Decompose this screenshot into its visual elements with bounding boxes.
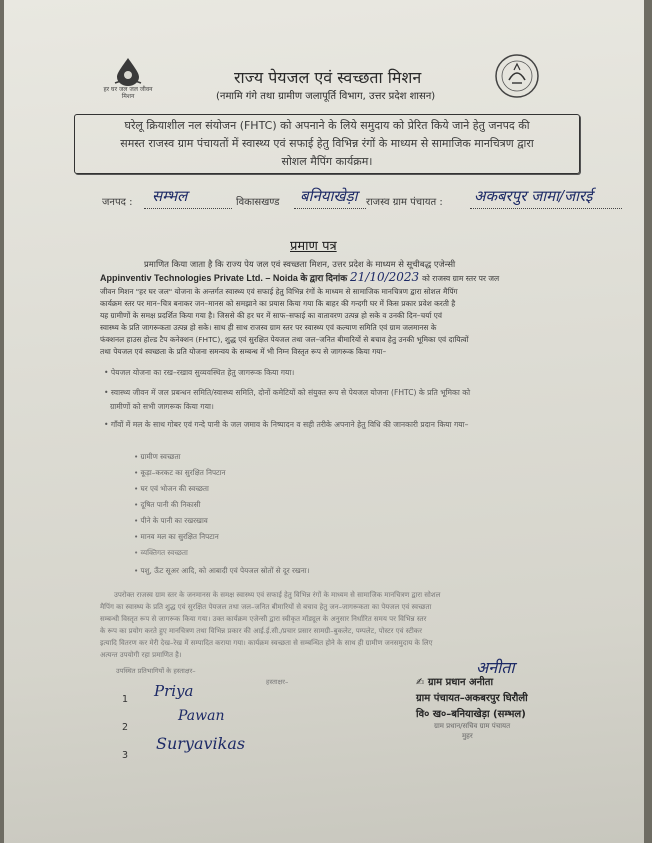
logo-caption: हर घर जल जल जीवन मिशन — [103, 86, 153, 100]
participant-signature-2: Pawan — [178, 708, 225, 724]
sign-number-3: 3 — [122, 750, 129, 761]
programme-banner — [74, 114, 580, 174]
block-label: विकासखण्ड — [236, 197, 280, 208]
pradhan-name: ✍ ग्राम प्रधान अनीता — [416, 677, 494, 688]
para-line-6: स्वास्थ्य के प्रति जागरूकता उत्पन्न हो सके। साथ ही साथ राजस्व ग्राम स्तर पर स्वास्थ्य एवं कल्याण समिति एवं ग्राम जलमानस के — [100, 323, 437, 332]
state-emblem-icon — [492, 52, 542, 100]
bullet-item-continued: ग्रामीणों को सभी जागरूक किया गया। — [110, 402, 214, 411]
header-title: राज्य पेयजल एवं स्वच्छता मिशन — [234, 68, 422, 87]
banner-line-3: सोशल मैपिंग कार्यक्रम। — [281, 155, 373, 168]
water-drop-logo-icon — [111, 56, 145, 86]
para-line-5: यह ग्रामीणों के समक्ष प्रदर्शित किया गया है। जिससे की हर घर में साफ–सफाई का वातावरण उत्पन्न हो सके व उनकी दिन–चर्या एवं — [100, 311, 442, 320]
sub-item: • मानव मल का सुरक्षित निपटान — [134, 532, 219, 541]
gram-panchayat-stamp: ग्राम पंचायत–अकबरपुर घिरौली — [416, 693, 528, 704]
closing-line-6: अत्यन्त उपयोगी रहा प्रमाणित है। — [100, 651, 182, 659]
block-underline — [294, 208, 366, 209]
para-line-2-tail: को राजस्व ग्राम स्तर पर जल — [422, 274, 500, 283]
bullet-item: • पेयजल योजना का रख–रखाव सुव्यवस्थित हेतु जागरूक किया गया। — [104, 368, 295, 377]
seal-label: मुहर — [462, 732, 473, 740]
closing-line-5: इत्यादि वितरण कर मेरी देख–रेख में सम्पादित कराया गया। कार्यक्रम स्वच्छता से सम्बन्धित होने के साथ ही ग्रामीण जनसमुदाय के लिए — [100, 639, 433, 647]
up-emblem — [492, 52, 542, 104]
participant-signature-3: Suryavikas — [156, 734, 246, 753]
bullet-item: • गाँवों में मल के साथ गोबर एवं गन्दे पानी के जल जमाव के निष्पादन व सही तरीके अपनाने हेतु विधि की जानकारी प्रदान किया गया– — [104, 420, 469, 429]
sub-item: • पीने के पानी का रखरखाव — [134, 516, 208, 525]
closing-line-1: उपरोक्त राजस्व ग्राम स्तर के जनमानस के समक्ष स्वास्थ्य एवं सफाई हेतु विभिन्न रंगों के माध्यम से सामाजिक मानचित्रण द्वारा सोशल — [114, 591, 441, 599]
para-line-8: तथा पेयजल एवं स्वच्छता के प्रति योजना समन्वय के सम्बन्ध में भी निम्न विस्तृत रूप से जागरूक किया गया– — [100, 347, 387, 356]
programme-date: 21/10/2023 — [350, 270, 420, 284]
district-label: जनपद : — [102, 197, 133, 208]
certificate-title: प्रमाण पत्र — [290, 239, 337, 254]
para-line-2 — [100, 271, 584, 285]
sub-item: • पशु, ऊँट सूअर आदि, को आबादी एवं पेयजल स्रोतों से दूर रखना। — [134, 566, 310, 575]
har-ghar-jal-logo — [100, 56, 156, 100]
para-line-7: फंक्शनल हाउस होल्ड टैप कनेक्शन (FHTC), शुद्ध एवं सुरक्षित पेयजल तथा जल–जनित बीमारियों से बचाव हेतु उनकी भूमिका एवं दायित्वों — [100, 335, 469, 344]
bullet-item: • स्वास्थ्य जीवन में जल प्रबन्धन समिति/स्वास्थ्य समिति, दोनों कमेटियों को संयुक्त रूप से पेयजल योजना (FHTC) के प्रति भूमिका को — [104, 388, 471, 397]
header-subtitle: (नमामि गंगे तथा ग्रामीण जलापूर्ति विभाग, उत्तर प्रदेश शासन) — [216, 91, 436, 102]
district-value: सम्भल — [152, 187, 188, 205]
sub-item: • घर एवं भोजन की स्वच्छता — [134, 484, 209, 493]
para-line-1: प्रमाणित किया जाता है कि राज्य पेय जल एवं स्वच्छता मिशन, उत्तर प्रदेश के माध्यम से सूचीबद्ध एजेन्सी — [144, 259, 456, 269]
closing-line-2: मैपिंग का स्वास्थ्य के प्रति शुद्ध एवं सुरक्षित पेयजल तथा जल–जनित बीमारियों से बचाव हेतु जन–जागरूकता का पेयजल एवं स्वच्छता — [100, 603, 432, 611]
banner-line-1: घरेलू क्रियाशील नल संयोजन (FHTC) को अपनाने के लिये समुदाय को प्रेरित किये जाने हेतु जनपद की — [124, 119, 530, 132]
agency-name: Appinventiv Technologies Private Ltd. – Noida के द्वारा दिनांक — [100, 273, 348, 283]
participants-label: उपस्थित प्रतिभागियों के हस्ताक्षर– — [116, 667, 196, 675]
block-stamp: वि० ख०–बनियाखेड़ा (सम्भल) — [416, 709, 526, 720]
sign-number-1: 1 — [122, 694, 129, 705]
certificate-page — [4, 0, 644, 843]
closing-line-4: के रूप का प्रयोग करते हुए मानचित्रण तथा विभिन्न प्रकार की आई.ई.सी./प्रचार प्रसार सामग्री–बुकलेट, पम्पलेट, पोस्टर एवं स्टीकर — [100, 627, 423, 635]
signature-icon: ✍ — [416, 677, 425, 688]
participant-signature-1: Priya — [154, 682, 194, 700]
pradhan-signature: अनीता — [476, 658, 515, 677]
panchayat-underline — [470, 208, 622, 209]
sub-item: • व्यक्तिगत स्वच्छता — [134, 548, 188, 557]
panchayat-value: अकबरपुर जामा/जारई — [474, 187, 593, 205]
closing-line-3: सम्बन्धी विस्तृत रूप से जागरूक किया गया। उक्त कार्यक्रम एजेन्सी द्वारा स्वीकृत मॉड्यूल के अनुसार निर्धारित समय पर विभिन्न स्तर — [100, 615, 427, 623]
sub-item: • ग्रामीण स्वच्छता — [134, 452, 181, 461]
sign-number-2: 2 — [122, 722, 129, 733]
block-value: बनियाखेड़ा — [300, 187, 358, 205]
pradhan-role: ग्राम प्रधान/सचिव ग्राम पंचायत — [434, 722, 511, 730]
banner-line-2: समस्त राजस्व ग्राम पंचायतों में स्वास्थ्य एवं सफाई हेतु विभिन्न रंगों के माध्यम से सामाजिक मानचित्रण द्वारा — [120, 137, 534, 150]
panchayat-label: राजस्व ग्राम पंचायत : — [366, 197, 443, 208]
para-line-3: जीवन मिशन "हर घर जल" योजना के अन्तर्गत स्वास्थ्य एवं सफाई हेतु विभिन्न रंगों के माध्यम से सामाजिक मानचित्रण द्वारा सोशल मैपिंग — [100, 287, 458, 296]
district-underline — [144, 208, 232, 209]
sub-item: • कूड़ा–करकट का सुरक्षित निपटान — [134, 468, 226, 477]
sub-item: • दूषित पानी की निकासी — [134, 500, 201, 509]
para-line-4: कार्यक्रम स्तर पर मान–चित्र बनाकर जन–मानस को समझाने का प्रयास किया गया कि बाहर की गन्दगी घर में किस प्रकार प्रवेश करती है — [100, 299, 456, 308]
signature-label: हस्ताक्षर– — [266, 678, 289, 686]
